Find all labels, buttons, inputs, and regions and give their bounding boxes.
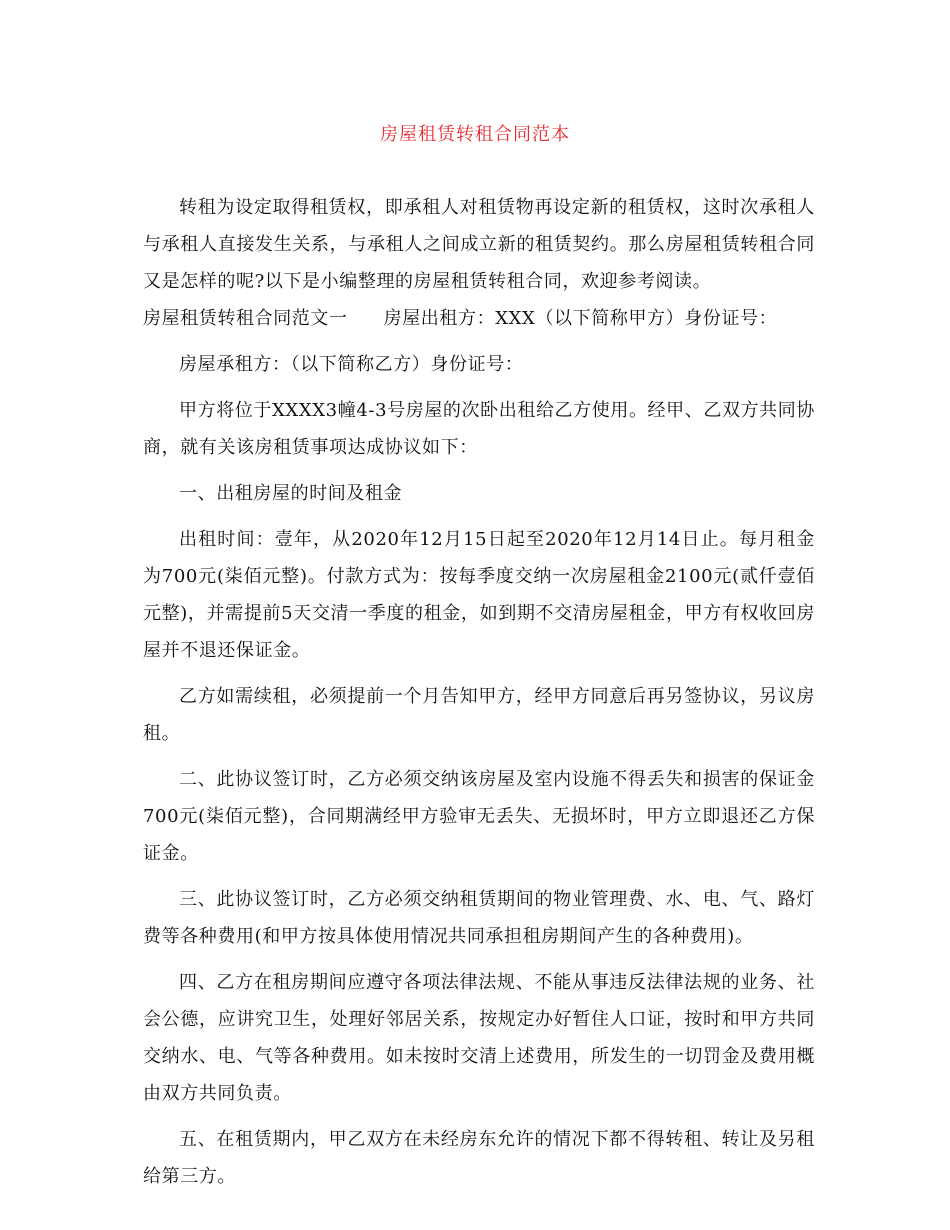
renewal-paragraph: 乙方如需续租，必须提前一个月告知甲方，经甲方同意后再另签协议，另议房租。	[143, 686, 815, 744]
lessee-line: 房屋承租方：（以下简称乙方）身份证号：	[179, 354, 524, 375]
section1-heading: 一、出租房屋的时间及租金	[179, 483, 403, 504]
section2-paragraph: 二、此协议签订时，乙方必须交纳该房屋及室内设施不得丢失和损害的保证金700元(柒佰元整)，合同期满经甲方验审无丢失、无损坏时，甲方立即退还乙方保证金。	[143, 769, 815, 864]
document-title: 房屋租赁转租合同范本	[380, 124, 570, 145]
section3-paragraph: 三、此协议签订时，乙方必须交纳租赁期间的物业管理费、水、电、气、路灯费等各种费用(和甲方按具体使用情况共同承担租房期间产生的各种费用)。	[143, 889, 815, 947]
section4-paragraph: 四、乙方在租房期间应遵守各项法律法规、不能从事违反法律法规的业务、社会公德，应讲究卫生，处理好邻居关系，按规定办好暂住人口证，按时和甲方共同交纳水、电、气等各种费用。如未按时交清上述费用，所发生的一切罚金及费用概由双方共同负责。	[143, 972, 815, 1104]
section1-paragraph: 出租时间：壹年，从2020年12月15日起至2020年12月14日止。每月租金为700元(柒佰元整)。付款方式为：按每季度交纳一次房屋租金2100元(贰仟壹佰元整)，并需提前5天交清一季度的租金，如到期不交清房屋租金，甲方有权收回房屋并不退还保证金。	[143, 529, 815, 661]
sample-header-line	[143, 300, 815, 337]
premise-paragraph: 甲方将位于XXXX3幢4-3号房屋的次卧出租给乙方使用。经甲、乙双方共同协商，就有关该房租赁事项达成协议如下：	[143, 400, 815, 458]
sample-heading: 房屋租赁转租合同范文一	[143, 308, 348, 329]
intro-paragraph: 转租为设定取得租赁权，即承租人对租赁物再设定新的租赁权，这时次承租人与承租人直接发生关系，与承租人之间成立新的租赁契约。那么房屋租赁转租合同又是怎样的呢?以下是小编整理的房屋租赁转租合同，欢迎参考阅读。	[143, 197, 815, 292]
lessor-line: 房屋出租方：XXX（以下简称甲方）身份证号：	[383, 308, 778, 329]
section5-paragraph: 五、在租赁期内，甲乙双方在未经房东允许的情况下都不得转租、转让及另租给第三方。	[143, 1129, 815, 1187]
document-body	[143, 189, 815, 1195]
